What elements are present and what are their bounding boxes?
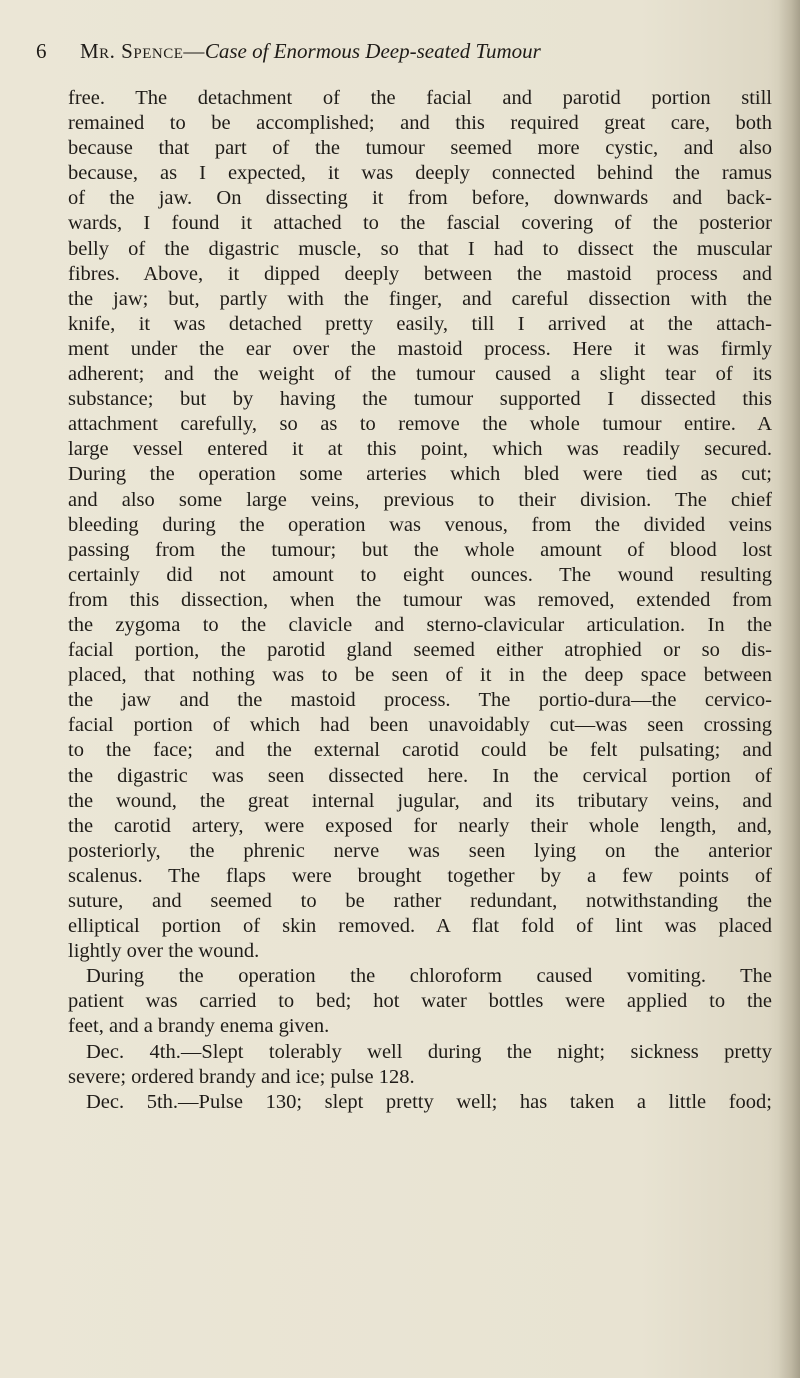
text-line: the jaw; but, partly with the finger, and careful dissection with the [68,287,772,310]
text-line: of the jaw. On dissecting it from before, downwards and back- [68,187,772,210]
text-line: belly of the digastric muscle, so that I had to dissect the muscular [68,237,772,260]
text-line: During the operation the chloroform caused vomiting. The [86,965,772,988]
text-line: passing from the tumour; but the whole amount of blood lost [68,538,772,561]
text-line: scalenus. The flaps were brought together by a few points of [68,864,772,887]
text-line: severe; ordered brandy and ice; pulse 128. [68,1065,415,1088]
text-line: remained to be accomplished; and this required great care, both [68,112,772,135]
running-head-title: Case of Enormous Deep-seated Tumour [204,39,541,63]
text-line: patient was carried to bed; hot water bottles were applied to the [68,990,772,1013]
running-head [36,36,776,66]
text-line: fibres. Above, it dipped deeply between the mastoid process and [68,262,772,285]
text-line: facial portion, the parotid gland seemed either atrophied or so dis- [68,639,772,662]
text-line: During the operation some arteries which bled were tied as cut; [68,463,772,486]
text-line: ment under the ear over the mastoid process. Here it was firmly [68,337,772,360]
text-line: the jaw and the mastoid process. The portio-dura—the cervico- [68,689,772,712]
text-line: large vessel entered it at this point, which was readily secured. [68,438,772,461]
text-line: placed, that nothing was to be seen of it in the deep space between [68,664,772,687]
text-line: suture, and seemed to be rather redundant, notwithstanding the [68,890,772,912]
text-line: knife, it was detached pretty easily, till I arrived at the attach- [68,312,772,335]
text-line: Dec. 4th.—Slept tolerably well during the night; sickness pretty [86,1040,772,1063]
text-line: the zygoma to the clavicle and sterno-clavicular articulation. In the [68,613,772,636]
text-line: attachment carefully, so as to remove the whole tumour entire. A [68,413,772,436]
running-head-author: Mr. Spence— [80,39,205,63]
text-line: because that part of the tumour seemed more cystic, and also [68,137,772,160]
text-line: the carotid artery, were exposed for nearly their whole length, and, [68,814,772,837]
text-line: Dec. 5th.—Pulse 130; slept pretty well; has taken a little food; [86,1090,772,1113]
text-line: and also some large veins, previous to their division. The chief [68,488,772,511]
text-line: wards, I found it attached to the fascial covering of the posterior [68,212,772,235]
page-number: 6 [36,39,47,63]
text-line: bleeding during the operation was venous, from the divided veins [68,513,772,536]
text-line: because, as I expected, it was deeply connected behind the ramus [68,162,772,185]
text-line: to the face; and the external carotid could be felt pulsating; and [68,739,772,762]
text-line: the digastric was seen dissected here. In the cervical portion of [68,764,772,787]
text-line: free. The detachment of the facial and parotid portion still [68,87,772,109]
text-line: feet, and a brandy enema given. [68,1015,330,1038]
text-line: substance; but by having the tumour supported I dissected this [68,388,772,411]
text-line: posteriorly, the phrenic nerve was seen lying on the anterior [68,839,772,862]
text-line: certainly did not amount to eight ounces. The wound resulting [68,563,772,586]
text-line: elliptical portion of skin removed. A flat fold of lint was placed [68,915,772,938]
text-line: the wound, the great internal jugular, and its tributary veins, and [68,789,772,812]
text-line: lightly over the wound. [68,940,260,963]
text-line: adherent; and the weight of the tumour caused a slight tear of its [68,363,772,386]
body-text [68,86,772,1115]
text-line: facial portion of which had been unavoidably cut—was seen crossing [68,714,772,737]
page-edge-shadow [778,0,800,1378]
text-line: from this dissection, when the tumour was removed, extended from [68,588,772,611]
